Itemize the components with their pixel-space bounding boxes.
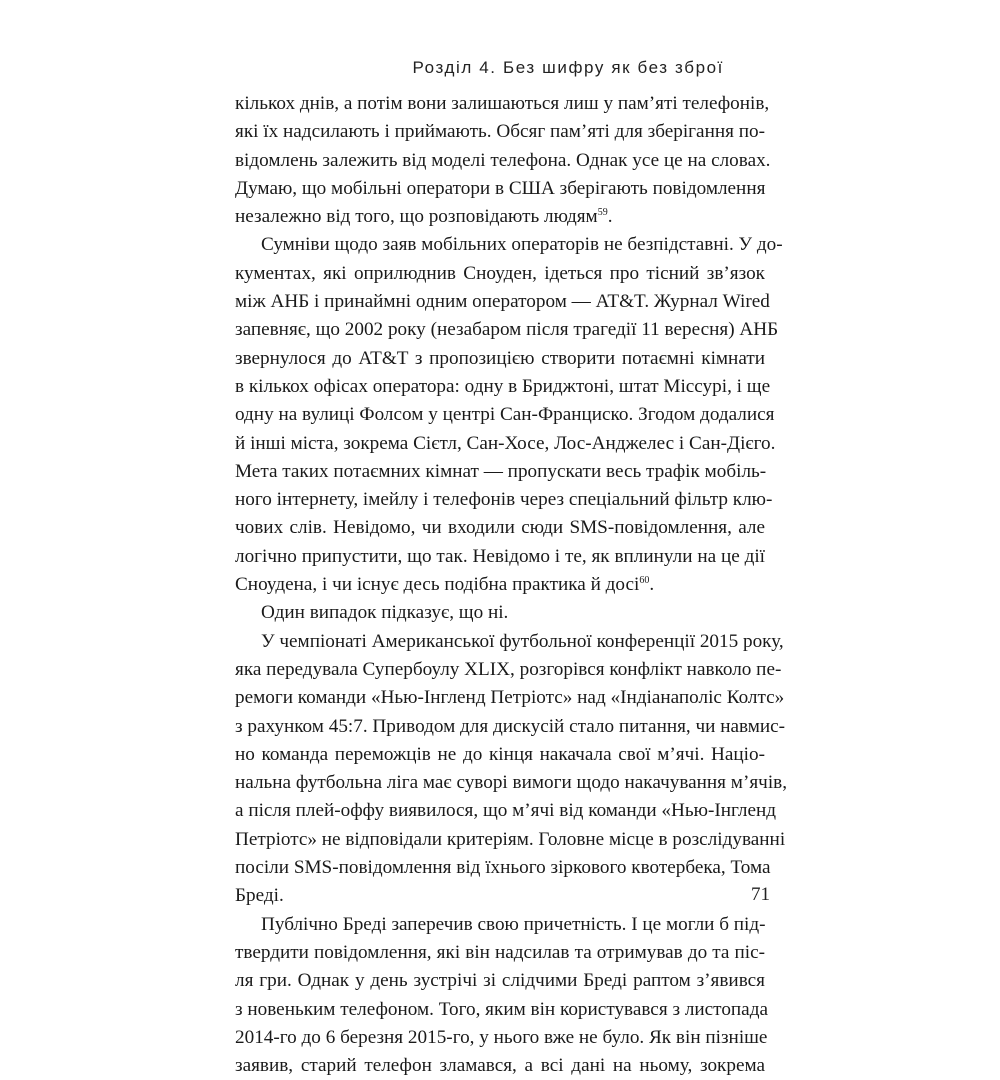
text-line: відомлень залежить від моделі телефона. Однак усе це на словах. [235,149,771,171]
text-line: посіли SMS-повідомлення від їхнього зіркового квотербека, Тома [235,857,771,879]
text-line: між АНБ і принаймні одним оператором — AT&T. Журнал Wired [235,291,770,313]
text-line: одну на вулиці Фолсом у центрі Сан-Франциско. Згодом додалися [235,404,775,426]
text-line: Сноудена, і чи існує десь подібна практика й досі$^{60}$. [235,574,655,596]
text-line: а після плей-оффу виявилося, що м’ячі від команди «Нью-Інгленд [235,800,777,822]
text-line: ремоги команди «Нью-Інгленд Петріотс» над «Індіанаполіс Колтс» [235,687,785,709]
text-line: Петріотс» не відповідали критеріям. Головне місце в розслідуванні [235,828,786,850]
text-line: запевняє, що 2002 року (незабаром після трагедії 11 вересня) АНБ [235,319,779,341]
text-line: Один випадок підказує, що ні. [261,602,509,624]
text-line: кументах, які оприлюднив Сноуден, ідеться про тісний зв’язок [235,262,765,284]
text-line: чових слів. Невідомо, чи входили сюди SMS-повідомлення, але [235,517,765,539]
text-line: незалежно від того, що розповідають людям$^{59}$. [235,206,613,228]
text-line: ля гри. Однак у день зустрічі зі слідчими Бреді раптом з’явився [235,970,765,992]
text-line: нальна футбольна ліга має суворі вимоги щодо накачування м’ячів, [235,772,788,794]
text-line: но команда переможців не до кінця накачала свої м’ячі. Націо- [235,743,765,765]
text-line: кількох днів, а потім вони залишаються лиш у пам’яті телефонів, [235,93,770,114]
text-line: в кількох офісах оператора: одну в Бриджтоні, штат Міссурі, і ще [235,375,771,397]
text-line: заявив, старий телефон зламався, а всі дані на ньому, зокрема [235,1055,765,1077]
text-line: яка передувала Супербоулу XLIX, розгорівся конфлікт навколо пе- [235,658,782,680]
text-line: Бреді. [235,885,284,907]
text-line: У чемпіонаті Американської футбольної конференції 2015 року, [261,630,784,652]
text-line: Мета таких потаємних кімнат — пропускати весь трафік мобіль- [235,460,767,482]
page-number: 71 [751,884,770,905]
text-line: твердити повідомлення, які він надсилав та отримував до та піс- [235,941,765,963]
footnote-ref[interactable]: 60 [639,575,650,587]
footnote-ref[interactable]: 59 [597,207,608,219]
text-line: 2014-го до 6 березня 2015-го, у нього вже не було. Як він пізніше [235,1026,768,1048]
text-line: й інші міста, зокрема Сієтл, Сан-Хосе, Лос-Анджелес і Сан-Дієго. [235,432,776,454]
text-line: ного інтернету, імейлу і телефонів через спеціальний фільтр клю- [235,489,773,511]
text-line: Сумніви щодо заяв мобільних операторів не безпідставні. У до- [261,234,783,256]
body-text [235,90,788,1080]
text-line: логічно припустити, що так. Невідомо і те, як вплинули на це дії [235,545,765,567]
text-line: звернулося до AT&T з пропозицією створити потаємні кімнати [235,347,765,369]
text-line: Публічно Бреді заперечив свою причетність. І це могли б під- [261,913,766,935]
text-line: які їх надсилають і приймають. Обсяг пам’яті для зберігання по- [235,121,765,143]
text-line: з новеньким телефоном. Того, яким він користувався з листопада [235,998,768,1020]
running-head: Розділ 4. Без шифру як без зброї [412,58,724,77]
text-line: з рахунком 45:7. Приводом для дискусій стало питання, чи навмис- [235,715,786,737]
text-line: Думаю, що мобільні оператори в США зберігають повідомлення [235,177,766,199]
